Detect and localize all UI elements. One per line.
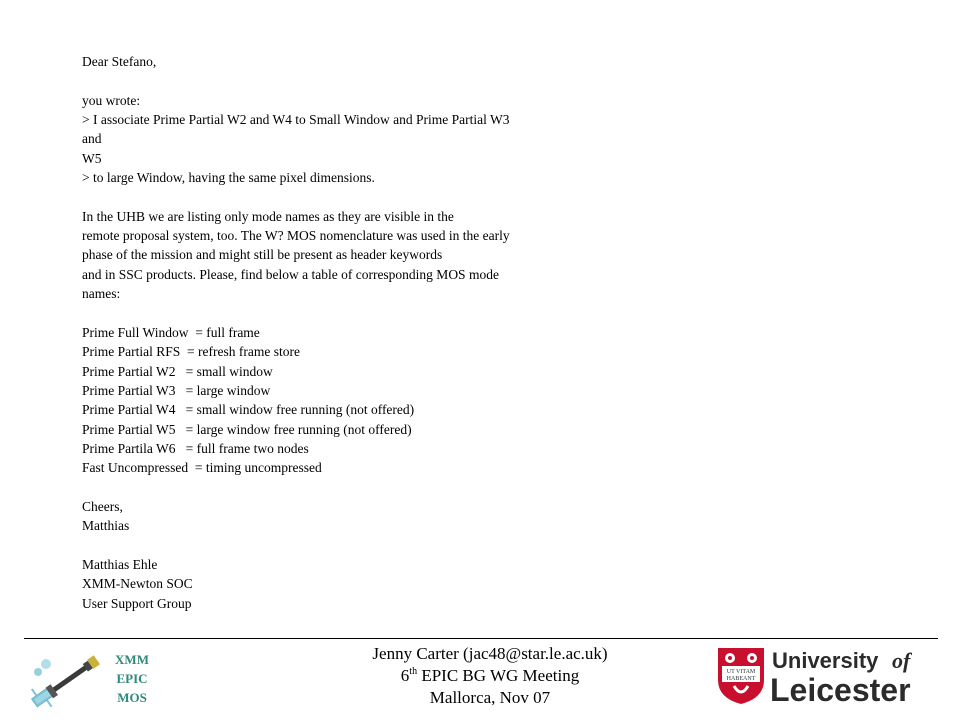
letter-line: > I associate Prime Partial W2 and W4 to Small Window and Prime Partial W3 — [82, 112, 510, 128]
footer-info — [330, 643, 650, 709]
letter-line: In the UHB we are listing only mode names as they are visible in the — [82, 208, 454, 224]
logo-word-university: University — [772, 648, 879, 673]
xmm-label-line: XMM — [115, 652, 149, 667]
logo-word-leicester: Leicester — [770, 672, 911, 706]
letter-line: W5 — [82, 150, 102, 166]
crest-motto-line1: UT VITAM — [726, 669, 756, 675]
letter-line: names: — [82, 286, 121, 302]
blank-line — [82, 478, 622, 497]
letter-line: Prime Partial RFS = refresh frame store — [82, 344, 300, 360]
blank-line — [82, 187, 622, 206]
footer-meeting — [330, 665, 650, 687]
meeting-number: 6 — [400, 666, 410, 685]
letter-line: > to large Window, having the same pixel dimensions. — [82, 170, 375, 186]
letter-body — [82, 52, 622, 613]
footer-location: Mallorca, Nov 07 — [429, 688, 551, 707]
xmm-epic-mos-label — [104, 650, 160, 707]
mos-label-line: MOS — [117, 690, 147, 705]
letter-line: remote proposal system, too. The W? MOS nomenclature was used in the early — [82, 228, 510, 244]
letter-line: Matthias — [82, 518, 130, 534]
xmm-satellite-icon — [24, 646, 108, 718]
letter-line: Prime Partial W4 = small window free running (not offered) — [82, 402, 415, 418]
letter-line: User Support Group — [82, 595, 192, 611]
meeting-ordinal: th — [409, 666, 418, 677]
letter-line: Prime Partial W2 = small window — [82, 363, 273, 379]
letter-line: Prime Partial W5 = large window free running (not offered) — [82, 421, 412, 437]
letter-line: Prime Partial W3 = large window — [82, 382, 271, 398]
university-of-leicester-logo — [716, 646, 936, 706]
epic-label-line: EPIC — [116, 671, 148, 686]
crest-motto-line2: HABEANT — [726, 676, 756, 682]
blank-line — [82, 303, 622, 322]
footer-divider — [24, 638, 938, 639]
letter-line: Prime Partila W6 = full frame two nodes — [82, 440, 309, 456]
blank-line — [82, 536, 622, 555]
letter-line: and — [82, 131, 102, 147]
blank-line — [82, 71, 622, 90]
letter-line: you wrote: — [82, 92, 141, 108]
meeting-title: EPIC BG WG Meeting — [417, 666, 580, 685]
letter-line: Matthias Ehle — [82, 556, 158, 572]
letter-line: Dear Stefano, — [82, 54, 157, 69]
footer-author: Jenny Carter (jac48@star.le.ac.uk) — [372, 644, 608, 663]
letter-line: phase of the mission and might still be present as header keywords — [82, 247, 443, 263]
letter-line: XMM-Newton SOC — [82, 576, 193, 592]
logo-word-of: of — [892, 648, 911, 673]
letter-line: Cheers, — [82, 498, 123, 514]
letter-line: Fast Uncompressed = timing uncompressed — [82, 460, 322, 476]
letter-line: Prime Full Window = full frame — [82, 324, 260, 340]
letter-line: and in SSC products. Please, find below a table of corresponding MOS mode — [82, 266, 499, 282]
